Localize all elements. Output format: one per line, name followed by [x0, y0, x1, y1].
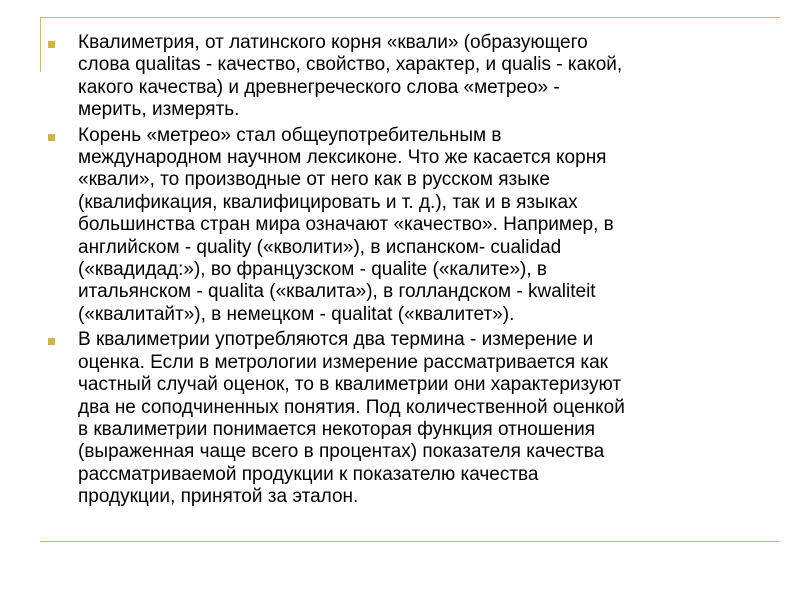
square-bullet-icon: [48, 338, 55, 345]
bullet-item-2: [48, 125, 758, 327]
square-bullet-icon: [48, 41, 55, 48]
bullet-text-1: Квалиметрия, от латинского корня «квали» (образующего слова qualitas - качество, свойство, характер, и qualis - какой, какого качества) и древнегреческого слова «метрео» - мерить, измерять.: [78, 32, 623, 121]
left-rule: [40, 17, 41, 72]
bullet-text-3: В квалиметрии употребляются два термина - измерение и оценка. Если в метрологии измерение рассматривается как частный случай оценок, то в квалиметрии они характеризуют два не соподчиненных понятия. Под количественной оценкой в квалиметрии понимается некоторая функция отношения (выраженная чаще всего в процентах) показателя качества рассматриваемой продукции к показателю качества продукции, принятой за эталон.: [78, 329, 625, 508]
bullet-item-3: [48, 329, 758, 508]
bullet-item-1: [48, 32, 758, 122]
top-rule: [40, 17, 780, 18]
bullet-list: [48, 32, 758, 512]
bottom-rule: [40, 541, 780, 542]
bullet-text-2: Корень «метрео» стал общеупотребительным в международном научном лексиконе. Что же касается корня «квали», то производные от него как в русском языке (квалификация, квалифицировать и т. д.), так и в языках большинства стран мира означают «качество». Например, в английском - quality («кволити»), в испанском- cualidad («квадидад:»), во французском - qualite («калите»), в итальянском - qualita («квалита»), в голландском - kwaliteit («квалитайт»), в немецком - qualitat («квалитет»).: [78, 124, 614, 325]
square-bullet-icon: [48, 134, 55, 141]
